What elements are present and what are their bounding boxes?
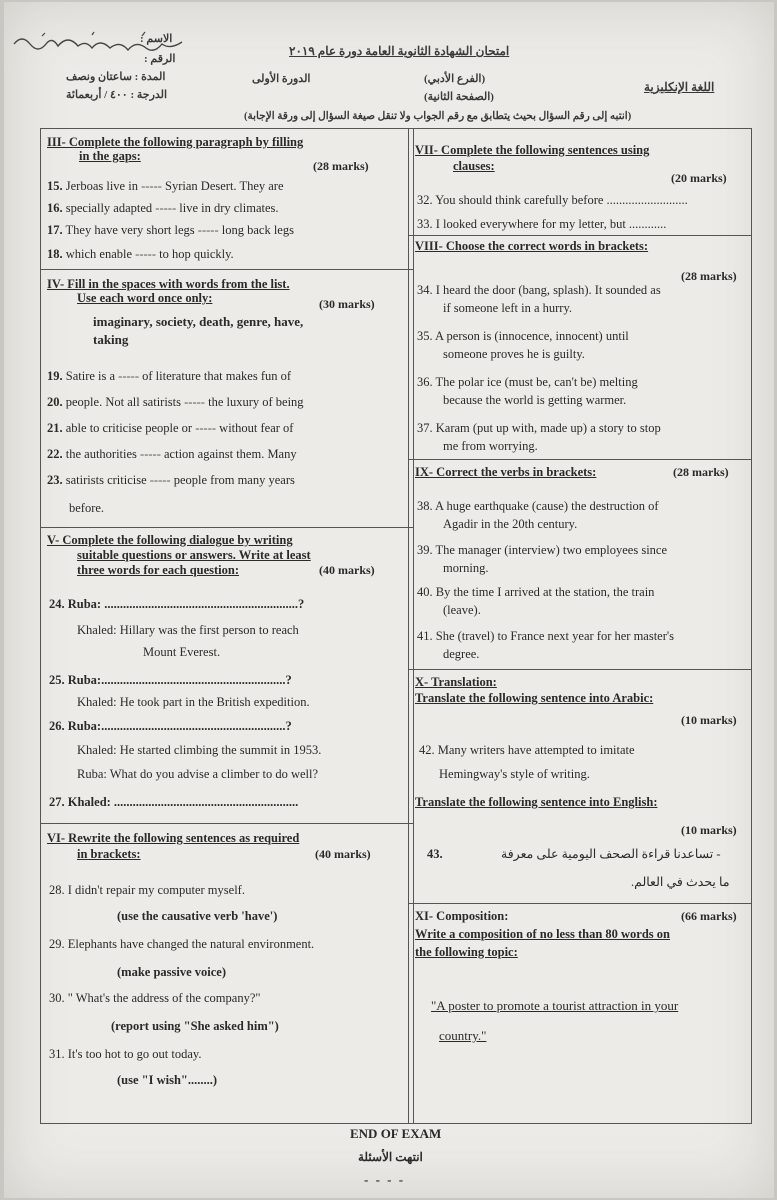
gap-item-17: 17. They have very short legs ----- long back legs [47, 223, 294, 237]
s9-marks: (28 marks) [673, 465, 729, 479]
s10-marks1: (10 marks) [681, 713, 737, 727]
gap-item-18: 18. which enable ----- to hop quickly. [47, 247, 234, 261]
s9-title: IX- Correct the verbs in brackets: [415, 465, 597, 479]
composition-topic-2: country." [439, 1028, 487, 1043]
s7-title-1: VII- Complete the following sentences using [415, 143, 650, 157]
end-of-exam: END OF EXAM [350, 1126, 442, 1141]
verb-q41a: 41. She (travel) to France next year for her master's [417, 629, 675, 643]
rewrite-q30: 30. " What's the address of the company?" [49, 991, 261, 1005]
verb-q41b: degree. [443, 647, 480, 661]
s10-title: X- Translation: [415, 675, 497, 689]
s6-title-1: VI- Rewrite the following sentences as required [47, 831, 300, 845]
clause-q32: 32. You should think carefully before .......................... [417, 193, 688, 207]
exam-title: امتحان الشهادة الثانوية العامة دورة عام ٢٠١٩ [289, 44, 510, 58]
s3-title-1: III- Complete the following paragraph by filling [47, 135, 304, 149]
dialogue-k24b: Mount Everest. [143, 645, 221, 659]
right-column [408, 128, 752, 1124]
verb-q40a: 40. By the time I arrived at the station, the train [417, 585, 655, 599]
gap-item-16: 16. specially adapted ----- live in dry climates. [47, 201, 279, 215]
s6-marks: (40 marks) [315, 847, 371, 861]
end-dashes: - - - - [364, 1172, 406, 1187]
s4-marks: (30 marks) [319, 297, 375, 311]
verb-q39a: 39. The manager (interview) two employees since [417, 543, 668, 557]
verb-q38a: 38. A huge earthquake (cause) the destruction of [417, 499, 659, 513]
fill-item-21: 21. able to criticise people or ----- without fear of [47, 421, 294, 435]
s8-title: VIII- Choose the correct words in brackets: [415, 239, 649, 253]
dialogue-q26: 26. Ruba:...........................................................? [49, 719, 292, 733]
dialogue-k26: Khaled: He started climbing the summit in 1953. [77, 743, 322, 757]
word-list-1: imaginary, society, death, genre, have, [93, 314, 304, 329]
s10-sub1: Translate the following sentence into Arabic: [415, 691, 654, 705]
number-label: الرقم : [144, 53, 176, 65]
dialogue-r26: Ruba: What do you advise a climber to do well? [77, 767, 319, 781]
choose-q37a: 37. Karam (put up with, made up) a story to stop [417, 421, 661, 435]
verb-q40b: (leave). [443, 603, 481, 617]
divider [409, 235, 751, 236]
divider [409, 459, 751, 460]
divider [41, 527, 413, 528]
grade-label: الدرجة : ٤٠٠ / أربعمائة [66, 89, 168, 101]
gap-item-15: 15. Jerboas live in ----- Syrian Desert. They are [47, 179, 284, 193]
s4-title-2: Use each word once only: [77, 291, 213, 305]
s5-title-2: suitable questions or answers. Write at least [77, 548, 311, 562]
choose-q35b: someone proves he is guilty. [443, 347, 585, 361]
choose-q37b: me from worrying. [443, 439, 538, 453]
choose-q34b: if someone left in a hurry. [443, 301, 573, 315]
clause-q33: 33. I looked everywhere for my letter, but ............ [417, 217, 667, 231]
translate-q42b: Hemingway's style of writing. [439, 767, 590, 781]
dialogue-q25: 25. Ruba:...........................................................? [49, 673, 292, 687]
s10-marks2: (10 marks) [681, 823, 737, 837]
divider [41, 269, 413, 270]
translate-q42a: 42. Many writers have attempted to imitate [419, 743, 635, 757]
translate-q43-number: 43. [427, 847, 443, 861]
fill-tail: before. [69, 501, 105, 515]
s11-sub1: Write a composition of no less than 80 words on [415, 927, 670, 941]
rewrite-i30: (report using "She asked him") [111, 1019, 279, 1033]
end-of-exam-arabic: انتهت الأسئلة [358, 1150, 423, 1164]
subject-label: اللغة الإنكليزية [644, 80, 715, 94]
choose-q36a: 36. The polar ice (must be, can't be) melting [417, 375, 638, 389]
s7-marks: (20 marks) [671, 171, 727, 185]
s11-sub2: the following topic: [415, 945, 518, 959]
s11-title: XI- Composition: [415, 909, 509, 923]
instruction: (انتبه إلى رقم السؤال بحيث يتطابق مع رقم الجواب ولا تنقل صيغة السؤال إلى ورقة الإجابة) [244, 111, 632, 122]
choose-q34a: 34. I heard the door (bang, splash). It sounded as [417, 283, 661, 297]
choose-q36b: because the world is getting warmer. [443, 393, 627, 407]
left-column [40, 128, 414, 1124]
branch-label: (الفرع الأدبي) [424, 73, 486, 85]
duration-label: المدة : ساعتان ونصف [66, 71, 166, 83]
verb-q39b: morning. [443, 561, 489, 575]
dialogue-k24a: Khaled: Hillary was the first person to reach [77, 623, 299, 637]
fill-item-23: 23. satirists criticise ----- people from many years [47, 473, 295, 487]
fill-item-20: 20. people. Not all satirists ----- the luxury of being [47, 395, 304, 409]
fill-item-19: 19. Satire is a ----- of literature that makes fun of [47, 369, 292, 383]
exam-sheet [4, 2, 774, 1198]
s3-title-2: in the gaps: [79, 149, 141, 163]
translate-q43a: - تساعدنا قراءة الصحف اليومية على معرفة [501, 847, 721, 861]
dialogue-q24: 24. Ruba: ..............................................................? [49, 597, 305, 611]
page-label: (الصفحة الثانية) [424, 91, 494, 103]
choose-q35a: 35. A person is (innocence, innocent) until [417, 329, 629, 343]
s6-title-2: in brackets: [77, 847, 141, 861]
verb-q38b: Agadir in the 20th century. [443, 517, 578, 531]
rewrite-q28: 28. I didn't repair my computer myself. [49, 883, 245, 897]
composition-topic-1: "A poster to promote a tourist attraction in your [431, 998, 679, 1013]
dialogue-q27: 27. Khaled: ........................................................... [49, 795, 299, 809]
s7-title-2: clauses: [453, 159, 495, 173]
s4-title-1: IV- Fill in the spaces with words from the list. [47, 277, 290, 291]
session-label: الدورة الأولى [252, 73, 311, 85]
rewrite-q31: 31. It's too hot to go out today. [49, 1047, 202, 1061]
s8-marks: (28 marks) [681, 269, 737, 283]
divider [409, 903, 751, 904]
rewrite-i28: (use the causative verb 'have') [117, 909, 278, 923]
s5-title-1: V- Complete the following dialogue by writing [47, 533, 293, 547]
translate-q43b: ما يحدث في العالم. [631, 875, 730, 889]
name-label: الاسم : [140, 33, 173, 45]
rewrite-i29: (make passive voice) [117, 965, 227, 979]
divider [409, 669, 751, 670]
s3-marks: (28 marks) [313, 159, 369, 173]
s10-sub2: Translate the following sentence into English: [415, 795, 658, 809]
fill-item-22: 22. the authorities ----- action against them. Many [47, 447, 297, 461]
word-list-2: taking [93, 332, 129, 347]
s5-title-3: three words for each question: [77, 563, 240, 577]
s11-marks: (66 marks) [681, 909, 737, 923]
rewrite-q29: 29. Elephants have changed the natural environment. [49, 937, 315, 951]
divider [41, 823, 413, 824]
s5-marks: (40 marks) [319, 563, 375, 577]
rewrite-i31: (use "I wish"........) [117, 1073, 217, 1087]
dialogue-k25: Khaled: He took part in the British expedition. [77, 695, 310, 709]
